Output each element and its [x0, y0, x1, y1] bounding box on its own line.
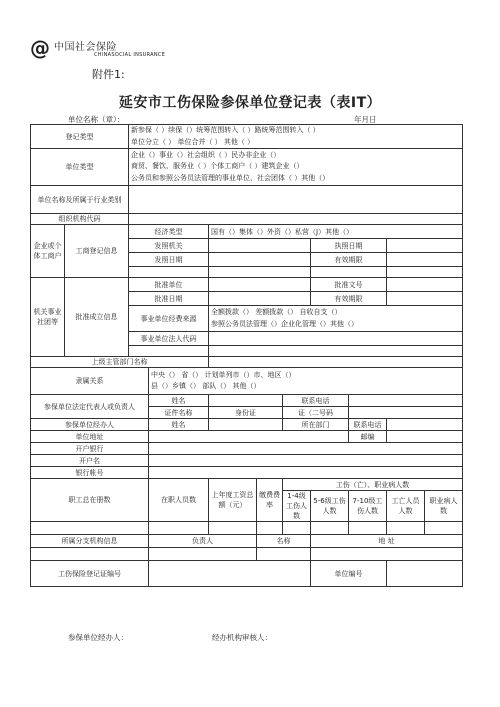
funding-label: 事业单位经费来源	[129, 306, 209, 332]
handler-signature-label: 参保单位经办人：	[68, 633, 128, 642]
branch-address-label: 地 址	[311, 535, 463, 548]
account-no-label: 银行帐号	[31, 467, 149, 479]
enterprise-spacer-d	[387, 267, 463, 278]
account-name-field[interactable]	[149, 455, 463, 467]
affiliation-line-2: 县（）乡镇（） 部队（） 其他（）	[151, 382, 261, 390]
issuer-label: 发照机关	[129, 239, 209, 253]
handler-label: 参保单位经办人	[31, 419, 149, 431]
valid-label: 有效期限	[311, 253, 387, 267]
occ-disease-field[interactable]	[425, 522, 463, 535]
death-field[interactable]	[387, 522, 425, 535]
branch-row	[31, 535, 463, 548]
unit-name-label: 单位名称（章）：	[68, 115, 125, 124]
industry-row	[31, 186, 463, 214]
account-no-field[interactable]	[149, 467, 463, 479]
handler-name-field[interactable]	[209, 419, 283, 431]
branch-info-field[interactable]	[31, 548, 149, 561]
bank-field[interactable]	[149, 443, 463, 455]
grade1-4-label: 1-4级工伤人数	[283, 491, 311, 522]
date-label: 年月日	[354, 115, 377, 124]
unit-type-label: 单位类型	[31, 149, 129, 186]
active-staff-label: 在职人员数	[149, 479, 209, 522]
funding-line-2: 参照公务员法管理（）企业化管理（）其他（）	[211, 319, 358, 328]
approval-no-label: 批准文号	[311, 278, 387, 292]
legal-rep-phone-field[interactable]	[349, 395, 463, 407]
grade5-6-label: 5-6级工伤人数	[311, 491, 349, 522]
unit-type-row	[31, 149, 463, 186]
org-code-label: 组织机构代码	[31, 214, 129, 225]
affiliation-options[interactable]	[149, 368, 463, 395]
death-label: 工亡人员人数	[387, 491, 425, 522]
econ-type-value[interactable]: 国有（）集体（）外资（）私营（J）其他（）	[209, 225, 463, 239]
contact-phone-label: 联系电话	[283, 395, 349, 407]
address-row	[31, 431, 463, 443]
unit-type-line-2: 商贸、餐饮、服务业（ ）个体工商户（ ）建筑企业（）	[131, 162, 304, 171]
issue-date2-field[interactable]	[209, 253, 311, 267]
approval-no-field[interactable]	[387, 278, 463, 292]
cert-no-label: 证（二号码	[283, 407, 349, 419]
staff-total-field[interactable]	[31, 522, 149, 535]
inst-legal-field[interactable]	[209, 332, 463, 346]
grade7-10-field[interactable]	[349, 522, 387, 535]
rate-field[interactable]	[257, 522, 283, 535]
name-label: 姓名	[149, 395, 209, 407]
handler-row	[31, 419, 463, 431]
econ-type-row	[31, 225, 463, 239]
grade1-4-field[interactable]	[283, 522, 311, 535]
approval-info-label: 批准成立信息	[65, 278, 129, 357]
approval-unit-row	[31, 278, 463, 292]
unit-type-line-3: 公务员和参照公务员法管理的事业单位、社会团体（ ）其他（）	[131, 173, 330, 182]
branch-label: 所属分支机构信息	[31, 535, 149, 548]
industry-label: 单位名称及所属于行业类别	[31, 186, 129, 214]
biz-reg-label: 工商登记信息	[65, 225, 129, 278]
last-year-wage-field[interactable]	[209, 522, 257, 535]
affiliation-line-1: 中央（） 省（） 计划单列市（）市、地区（）	[151, 370, 296, 379]
address-field[interactable]	[149, 431, 349, 443]
reg-type-label: 登记类型	[31, 125, 129, 149]
valid-field[interactable]	[387, 253, 463, 267]
branch-head-label: 负责人	[149, 535, 257, 548]
enterprise-spacer-b	[209, 267, 311, 278]
grade5-6-field[interactable]	[311, 522, 349, 535]
unit-type-line-1: 企业（）事业（）社会组织（ ）民办非企业（）	[131, 150, 281, 159]
branch-values-row	[31, 548, 463, 561]
branch-name-label: 名称	[257, 535, 311, 548]
bank-label: 开户银行	[31, 443, 149, 455]
approval-date-field[interactable]	[209, 292, 311, 306]
enterprise-label: 企业或个体工商户	[31, 225, 65, 278]
cert-reg-row	[31, 561, 463, 587]
inst-label: 机关事业社团等	[31, 278, 65, 357]
valid2-label: 有效期限	[311, 292, 387, 306]
form-title: 延安市工伤保险参保单位登记表（表IT）	[118, 95, 382, 111]
issue-date-field[interactable]	[387, 239, 463, 253]
superior-label: 上级主管部门名称	[31, 357, 209, 368]
account-no-row	[31, 467, 463, 479]
id-card-label: 身份证	[209, 407, 283, 419]
handler-phone-label: 联系电话	[349, 419, 387, 431]
staff-header-row-1	[31, 479, 463, 491]
branch-address-field[interactable]	[311, 548, 463, 561]
issue-date-label: 执照日期	[311, 239, 387, 253]
approval-unit-field[interactable]	[209, 278, 311, 292]
rate-label: 缴费费率	[257, 479, 283, 522]
org-code-row	[31, 214, 463, 225]
cert-name-label: 证件名称	[149, 407, 209, 419]
unit-no-field[interactable]	[387, 561, 463, 587]
handler-name-label: 姓名	[149, 419, 209, 431]
unit-type-options[interactable]	[129, 149, 463, 186]
bank-row	[31, 443, 463, 455]
logo-name-en: CHINASOCIAL INSURANCE	[94, 52, 166, 58]
inst-spacer-b	[209, 346, 463, 357]
issuer-field[interactable]	[209, 239, 311, 253]
branch-head-field[interactable]	[149, 548, 257, 561]
issue-date2-label: 发照日期	[129, 253, 209, 267]
approval-unit-label: 批准单位	[129, 278, 209, 292]
handler-phone-field[interactable]	[387, 419, 463, 431]
staff-values-row	[31, 522, 463, 535]
account-name-row	[31, 455, 463, 467]
funding-line-1: 全额拨款（） 差额拨款（） 自收自支（）	[211, 308, 342, 316]
address-label: 单位地址	[31, 431, 149, 443]
org-code-field[interactable]	[129, 214, 463, 225]
reg-type-row	[31, 125, 463, 149]
legal-rep-name-field[interactable]	[209, 395, 283, 407]
enterprise-spacer-c	[311, 267, 387, 278]
legal-rep-name-row	[31, 395, 463, 407]
branch-name-field[interactable]	[257, 548, 311, 561]
affiliation-label: 隶属关系	[31, 368, 149, 395]
postcode-label: 邮编	[349, 431, 387, 443]
reviewer-signature-label: 经办机构审核人：	[212, 633, 272, 642]
dept-label: 所在部门	[283, 419, 349, 431]
inst-legal-label: 事业单位法人代码	[129, 332, 209, 346]
superior-row	[31, 357, 463, 368]
valid2-field[interactable]	[387, 292, 463, 306]
account-name-label: 开户名	[31, 455, 149, 467]
cert-reg-field[interactable]	[149, 561, 311, 587]
logo-at-symbol: @	[30, 36, 50, 60]
staff-total-label: 职工总在册数	[31, 479, 149, 522]
grade7-10-label: 7-10级工伤人数	[349, 491, 387, 522]
cert-no-field[interactable]	[349, 407, 463, 419]
enterprise-spacer-a	[129, 267, 209, 278]
attachment-label: 附件1:	[92, 68, 125, 81]
industry-field[interactable]	[129, 186, 463, 214]
registration-form-table	[30, 124, 463, 587]
affiliation-row	[31, 368, 463, 395]
injury-header: 工伤（亡）、职业病人数	[283, 479, 463, 491]
logo-name-cn: 中国社会保险	[54, 42, 117, 53]
unit-no-label: 单位编号	[311, 561, 387, 587]
last-year-wage-label: 上年度工资总额（元）	[209, 479, 257, 522]
active-staff-field[interactable]	[149, 522, 209, 535]
legal-rep-label: 参保单位法定代表人或负责人	[31, 395, 149, 419]
reg-type-line-1: 新参保（ ）续保（）统筹范围转入（ ）路统筹范围转入（ ）	[131, 126, 320, 134]
funding-options[interactable]	[209, 306, 463, 332]
approval-date-label: 批准日期	[129, 292, 209, 306]
superior-field[interactable]	[209, 357, 463, 368]
econ-type-label: 经济类型	[129, 225, 209, 239]
inst-spacer-a	[129, 346, 209, 357]
reg-type-options[interactable]	[129, 125, 463, 149]
occ-disease-label: 职业病人数	[425, 491, 463, 522]
cert-reg-label: 工伤保险登记证编号	[31, 561, 149, 587]
reg-type-line-2: 单位分立（ ） 单位合并（ ） 其他（ ）	[131, 137, 255, 146]
postcode-field[interactable]	[387, 431, 463, 443]
